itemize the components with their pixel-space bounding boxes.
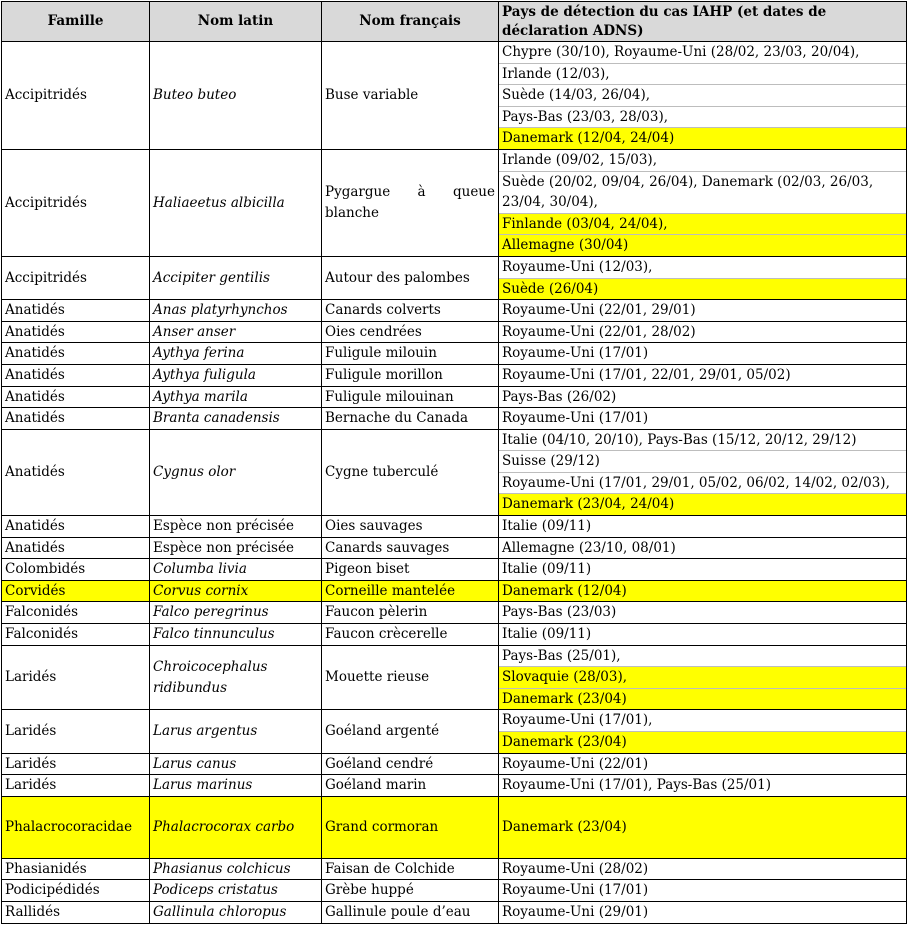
table-row: [2, 256, 907, 299]
pays-line: Royaume-Uni (17/01): [502, 345, 649, 362]
cell-nom-latin: Buteo buteo: [150, 42, 322, 150]
cell-pays: [499, 580, 907, 602]
cell-famille: Anatidés: [2, 364, 150, 386]
cell-pays: [499, 42, 907, 150]
table-row: [2, 149, 907, 256]
pays-line: Royaume-Uni (17/01),: [499, 710, 906, 732]
cell-famille: Falconidés: [2, 602, 150, 624]
cell-famille: Accipitridés: [2, 42, 150, 150]
header-famille: Famille: [2, 2, 150, 42]
pays-line: Danemark (23/04): [499, 732, 906, 753]
table-row: [2, 796, 907, 858]
cell-nom-latin: Falco peregrinus: [150, 602, 322, 624]
pays-line: Italie (09/11): [502, 518, 592, 535]
table-row: [2, 537, 907, 559]
pays-line: Royaume-Uni (22/01, 29/01): [502, 302, 696, 319]
cell-nom-francais: Oies sauvages: [322, 516, 499, 538]
cell-nom-francais: Buse variable: [322, 42, 499, 150]
cell-nom-latin: Espèce non précisée: [150, 537, 322, 559]
pays-line: Danemark (23/04): [502, 818, 627, 835]
pays-line: Pays-Bas (23/03, 28/03),: [499, 107, 906, 129]
cell-famille: Anatidés: [2, 408, 150, 430]
cell-famille: Colombidés: [2, 559, 150, 581]
cell-pays: [499, 408, 907, 430]
iahp-species-table: [1, 1, 907, 924]
cell-nom-francais: Goéland marin: [322, 775, 499, 797]
cell-pays: [499, 149, 907, 256]
pays-line: Royaume-Uni (12/03),: [499, 257, 906, 279]
cell-nom-francais: Faisan de Colchide: [322, 858, 499, 880]
table-row: [2, 343, 907, 365]
cell-pays: [499, 710, 907, 753]
cell-famille: Podicipédidés: [2, 880, 150, 902]
cell-nom-francais: Fuligule milouin: [322, 343, 499, 365]
cell-nom-latin: Branta canadensis: [150, 408, 322, 430]
pays-line: Italie (04/10, 20/10), Pays-Bas (15/12, 20/12, 29/12): [499, 430, 906, 452]
cell-famille: Anatidés: [2, 321, 150, 343]
pays-line: Royaume-Uni (17/01): [502, 410, 649, 427]
cell-famille: Accipitridés: [2, 149, 150, 256]
cell-famille: Anatidés: [2, 300, 150, 322]
pays-line: Pays-Bas (26/02): [502, 388, 617, 405]
cell-nom-latin: Accipiter gentilis: [150, 256, 322, 299]
cell-nom-francais: Pygargue à queue blanche: [322, 149, 499, 256]
cell-famille: Falconidés: [2, 624, 150, 646]
cell-pays: [499, 796, 907, 858]
cell-famille: Laridés: [2, 753, 150, 775]
cell-nom-latin: Espèce non précisée: [150, 516, 322, 538]
pays-line: Pays-Bas (25/01),: [499, 646, 906, 668]
pays-line: Italie (09/11): [502, 561, 592, 578]
cell-pays: [499, 321, 907, 343]
pays-line: Royaume-Uni (17/01, 22/01, 29/01, 05/02): [502, 366, 791, 383]
header-row: [2, 2, 907, 42]
cell-nom-latin: Gallinula chloropus: [150, 901, 322, 923]
table-row: [2, 645, 907, 710]
table-row: [2, 300, 907, 322]
cell-nom-latin: Aythya ferina: [150, 343, 322, 365]
cell-nom-latin: Phasianus colchicus: [150, 858, 322, 880]
cell-pays: [499, 343, 907, 365]
cell-pays: [499, 775, 907, 797]
cell-nom-francais: Canards sauvages: [322, 537, 499, 559]
cell-nom-francais: Faucon pèlerin: [322, 602, 499, 624]
cell-famille: Anatidés: [2, 516, 150, 538]
table-row: [2, 429, 907, 515]
table-row: [2, 624, 907, 646]
pays-line: Irlande (12/03),: [499, 64, 906, 86]
cell-nom-latin: Phalacrocorax carbo: [150, 796, 322, 858]
cell-nom-francais: Goéland argenté: [322, 710, 499, 753]
header-nom-francais: Nom français: [322, 2, 499, 42]
table-body: [2, 42, 907, 924]
cell-nom-francais: Fuligule milouinan: [322, 386, 499, 408]
table-row: [2, 880, 907, 902]
cell-pays: [499, 537, 907, 559]
cell-pays: [499, 858, 907, 880]
cell-nom-francais: Autour des palombes: [322, 256, 499, 299]
pays-line: Finlande (03/04, 24/04),: [499, 214, 906, 236]
pays-line: Suède (26/04): [499, 279, 906, 300]
cell-famille: Rallidés: [2, 901, 150, 923]
pays-line: Pays-Bas (23/03): [502, 604, 617, 621]
cell-nom-latin: Haliaeetus albicilla: [150, 149, 322, 256]
pays-line: Allemagne (30/04): [499, 235, 906, 256]
table-row: [2, 364, 907, 386]
cell-pays: [499, 753, 907, 775]
cell-nom-latin: Anser anser: [150, 321, 322, 343]
cell-nom-francais: Pigeon biset: [322, 559, 499, 581]
cell-famille: Phalacrocoracidae: [2, 796, 150, 858]
pays-line: Royaume-Uni (28/02): [502, 860, 649, 877]
cell-pays: [499, 624, 907, 646]
cell-nom-latin: Larus marinus: [150, 775, 322, 797]
pays-line: Royaume-Uni (17/01, 29/01, 05/02, 06/02, 14/02, 02/03),: [499, 473, 906, 495]
table-row: [2, 408, 907, 430]
cell-famille: Anatidés: [2, 537, 150, 559]
pays-line: Royaume-Uni (22/01, 28/02): [502, 323, 696, 340]
cell-pays: [499, 429, 907, 515]
pays-line: Danemark (23/04, 24/04): [499, 494, 906, 515]
cell-pays: [499, 386, 907, 408]
cell-nom-francais: Gallinule poule d’eau: [322, 901, 499, 923]
pays-line: Royaume-Uni (17/01), Pays-Bas (25/01): [502, 777, 771, 794]
cell-pays: [499, 602, 907, 624]
pays-line: Danemark (12/04): [502, 582, 627, 599]
table-row: [2, 516, 907, 538]
table-row: [2, 559, 907, 581]
cell-nom-francais: Oies cendrées: [322, 321, 499, 343]
cell-famille: Laridés: [2, 775, 150, 797]
pays-line: Danemark (23/04): [499, 689, 906, 710]
cell-pays: [499, 364, 907, 386]
cell-nom-francais: Goéland cendré: [322, 753, 499, 775]
cell-nom-francais: Corneille mantelée: [322, 580, 499, 602]
cell-nom-francais: Mouette rieuse: [322, 645, 499, 710]
cell-famille: Anatidés: [2, 343, 150, 365]
cell-pays: [499, 559, 907, 581]
cell-nom-latin: Aythya fuligula: [150, 364, 322, 386]
table-row: [2, 753, 907, 775]
table-row: [2, 901, 907, 923]
pays-line: Slovaquie (28/03),: [499, 667, 906, 689]
pays-line: Danemark (12/04, 24/04): [499, 128, 906, 149]
table-row: [2, 858, 907, 880]
pays-line: Suisse (29/12): [499, 451, 906, 473]
pays-line: Royaume-Uni (29/01): [502, 903, 649, 920]
pays-line: Chypre (30/10), Royaume-Uni (28/02, 23/03, 20/04),: [499, 42, 906, 64]
cell-pays: [499, 880, 907, 902]
table-row: [2, 710, 907, 753]
table-row: [2, 321, 907, 343]
cell-nom-francais: Cygne tuberculé: [322, 429, 499, 515]
pays-line: Suède (20/02, 09/04, 26/04), Danemark (02/03, 26/03, 23/04, 30/04),: [499, 172, 906, 214]
header-nom-latin: Nom latin: [150, 2, 322, 42]
cell-nom-francais: Bernache du Canada: [322, 408, 499, 430]
table-row: [2, 386, 907, 408]
cell-famille: Phasianidés: [2, 858, 150, 880]
pays-line: Irlande (09/02, 15/03),: [499, 150, 906, 172]
table-row: [2, 42, 907, 150]
cell-nom-latin: Larus argentus: [150, 710, 322, 753]
cell-pays: [499, 901, 907, 923]
cell-nom-latin: Corvus cornix: [150, 580, 322, 602]
cell-nom-francais: Grand cormoran: [322, 796, 499, 858]
cell-famille: Accipitridés: [2, 256, 150, 299]
pays-line: Allemagne (23/10, 08/01): [502, 539, 676, 556]
cell-nom-francais: Canards colverts: [322, 300, 499, 322]
cell-pays: [499, 300, 907, 322]
pays-line: Suède (14/03, 26/04),: [499, 85, 906, 107]
cell-nom-francais: Fuligule morillon: [322, 364, 499, 386]
cell-nom-francais: Grèbe huppé: [322, 880, 499, 902]
table-row: [2, 775, 907, 797]
cell-famille: Corvidés: [2, 580, 150, 602]
cell-nom-latin: Falco tinnunculus: [150, 624, 322, 646]
table-row: [2, 602, 907, 624]
cell-pays: [499, 516, 907, 538]
cell-nom-latin: Podiceps cristatus: [150, 880, 322, 902]
table-row: [2, 580, 907, 602]
cell-nom-latin: Aythya marila: [150, 386, 322, 408]
cell-nom-latin: Columba livia: [150, 559, 322, 581]
cell-pays: [499, 645, 907, 710]
cell-pays: [499, 256, 907, 299]
cell-famille: Anatidés: [2, 429, 150, 515]
pays-line: Italie (09/11): [502, 626, 592, 643]
pays-line: Royaume-Uni (17/01): [502, 882, 649, 899]
header-pays: Pays de détection du cas IAHP (et dates de déclaration ADNS): [499, 2, 907, 42]
cell-nom-latin: Larus canus: [150, 753, 322, 775]
cell-famille: Laridés: [2, 645, 150, 710]
cell-famille: Laridés: [2, 710, 150, 753]
cell-nom-latin: Chroicocephalus ridibundus: [150, 645, 322, 710]
cell-famille: Anatidés: [2, 386, 150, 408]
cell-nom-latin: Cygnus olor: [150, 429, 322, 515]
pays-line: Royaume-Uni (22/01): [502, 755, 649, 772]
cell-nom-francais: Faucon crècerelle: [322, 624, 499, 646]
cell-nom-latin: Anas platyrhynchos: [150, 300, 322, 322]
